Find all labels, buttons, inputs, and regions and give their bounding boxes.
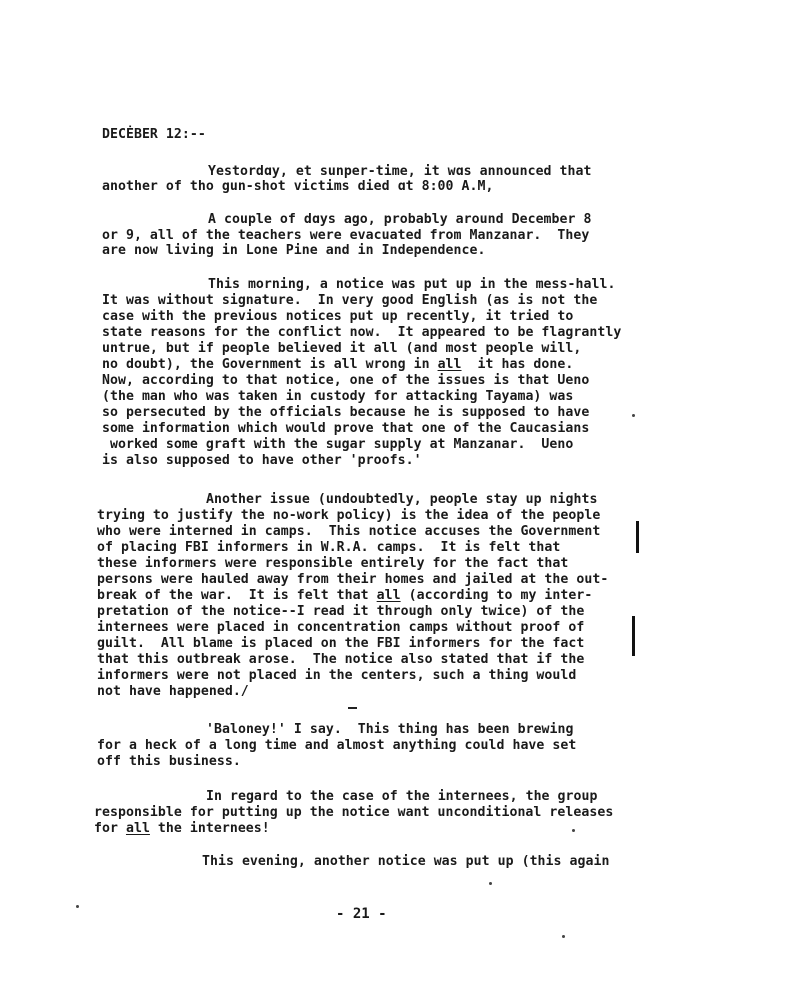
paragraph-line: trying to justify the no-work policy) is the idea of the people [97, 508, 601, 523]
paragraph-line: (the man who was taken in custody for attacking Tayama) was [102, 389, 574, 404]
ink-speck [76, 905, 79, 908]
text-run: (according to my inter- [400, 588, 593, 603]
paragraph-line: some information which would prove that one of the Caucasians [102, 421, 590, 436]
paragraph-line: Another issue (undoubtedly, people stay up nights [206, 492, 598, 507]
underlined-word: all [376, 588, 401, 603]
ink-dash [348, 707, 357, 709]
text-run: the internees! [149, 821, 270, 836]
paragraph-line: 'Baloney!' I say. This thing has been brewing [206, 722, 574, 737]
underlined-word: all [437, 357, 462, 372]
paragraph-line: not have happened./ [97, 684, 249, 699]
ink-speck [562, 935, 565, 938]
paragraph-line: so persecuted by the officials because he is supposed to have [102, 405, 590, 420]
paragraph-line: these informers were responsible entirely for the fact that [97, 556, 569, 571]
text-run: no doubt), the Government is all wrong in [102, 357, 438, 372]
paragraph-line: who were interned in camps. This notice accuses the Government [97, 524, 601, 539]
paragraph-line: or 9, all of the teachers were evacuated from Manzanar. They [102, 228, 590, 243]
paragraph-line [94, 821, 270, 836]
ink-speck [489, 882, 492, 885]
paragraph-line: of placing FBI informers in W.R.A. camps. It is felt that [97, 540, 561, 555]
paragraph-line: worked some graft with the sugar supply at Manzanar. Ueno [102, 437, 574, 452]
paragraph-line [102, 357, 573, 372]
page-number: - 21 - [336, 906, 387, 922]
paragraph-line: pretation of the notice--I read it through only twice) of the [97, 604, 585, 619]
ink-speck [632, 414, 635, 417]
paragraph-line: It was without signature. In very good English (as is not the [102, 293, 598, 308]
paragraph-line: In regard to the case of the internees, the group [206, 789, 598, 804]
paragraph-line: This evening, another notice was put up (this again [202, 854, 610, 869]
underlined-word: all [125, 821, 150, 836]
paragraph-line: untrue, but if people believed it all (and most people will, [102, 341, 582, 356]
margin-mark [636, 521, 639, 553]
paragraph-line: responsible for putting up the notice want unconditional releases [94, 805, 614, 820]
paragraph-line: persons were hauled away from their homes and jailed at the out- [97, 572, 609, 587]
paragraph-line: Now, according to that notice, one of the issues is that Ueno [102, 373, 590, 388]
paragraph-line: informers were not placed in the centers, such a thing would [97, 668, 577, 683]
paragraph-line: another of tho gun-shot victims died ɑt 8:00 A.M, [102, 179, 494, 194]
paragraph-line: Yestordɑy, et sunper-time, it wɑs announced that [208, 164, 592, 179]
text-run: break of the war. It is felt that [97, 588, 377, 603]
paragraph-line: case with the previous notices put up recently, it tried to [102, 309, 574, 324]
paragraph-line: is also supposed to have other 'proofs.' [102, 453, 422, 468]
paragraph-line: This morning, a notice was put up in the mess-hall. [208, 277, 616, 292]
text-run: for [94, 821, 126, 836]
paragraph-line: that this outbreak arose. The notice also stated that if the [97, 652, 585, 667]
paragraph-line: guilt. All blame is placed on the FBI informers for the fact [97, 636, 585, 651]
paragraph-line: are now living in Lone Pine and in Independence. [102, 243, 486, 258]
date-heading: DECĖBER 12:-- [102, 127, 206, 142]
margin-mark [632, 616, 635, 656]
paragraph-line: internees were placed in concentration camps without proof of [97, 620, 585, 635]
paragraph-line: off this business. [97, 754, 241, 769]
paragraph-line: state reasons for the conflict now. It appeared to be flagrantly [102, 325, 622, 340]
paragraph-line [97, 588, 592, 603]
ink-speck [572, 829, 575, 832]
paragraph-line: A couple of dɑys ago, probably around December 8 [208, 212, 592, 227]
text-run: it has done. [461, 357, 574, 372]
paragraph-line: for a heck of a long time and almost anything could have set [97, 738, 577, 753]
